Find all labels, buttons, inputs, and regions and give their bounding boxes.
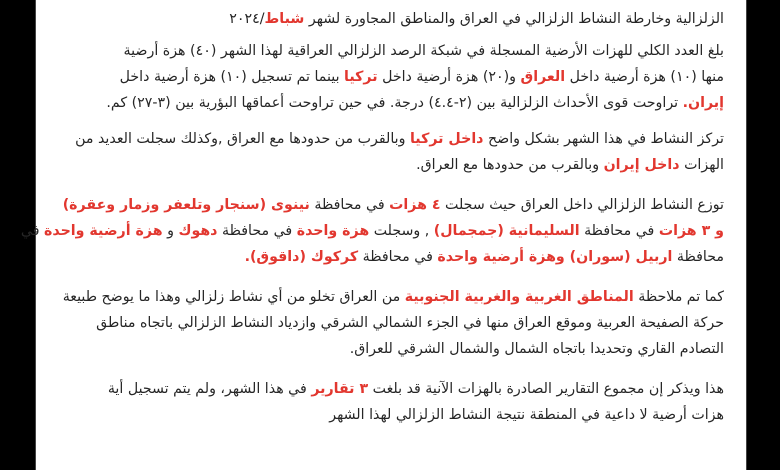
document-page — [20, 0, 746, 470]
highlight-iran: إيران. — [682, 95, 724, 111]
p3-line1: توزع النشاط الزلزالي داخل العراق حيث سجلت ٤ هزات في محافظة نينوى (سنجار وتلعفر وزمار وعقرة) — [62, 197, 724, 213]
highlight-duhok: دهوك — [178, 223, 218, 239]
p1-line2: منها (١٠) هزة أرضية داخل العراق و(٢٠) هزة أرضية داخل تركيا بينما تم تسجيل (١٠) هزة أرضية داخل — [119, 69, 724, 85]
p4-line3: التصادم القاري وتحديدا باتجاه الشمال والشمال الشرقي للعراق. — [349, 341, 724, 357]
document-title — [62, 6, 724, 32]
title-year: /۲۰۲٤ — [229, 11, 265, 27]
highlight-one-quake-2: هزة أرضية واحدة — [44, 223, 163, 239]
p4-line2: حركة الصفيحة العربية وموقع العراق منها في الجزء الشمالي الشرقي وازدياد النشاط الزلزالي باتجاه مناطق — [96, 315, 724, 331]
paragraph-iraq-distribution — [20, 192, 724, 270]
highlight-inside-iran: داخل إيران — [603, 157, 680, 173]
highlight-regions: المناطق الغربية والغربية الجنوبية — [404, 289, 634, 305]
paragraph-reports — [62, 376, 724, 428]
highlight-one-quake: هزة واحدة — [296, 223, 370, 239]
paragraph-plate-note — [62, 284, 724, 362]
magnitude-range: (٢-٤.٤) — [428, 95, 473, 111]
title-text: الزلزالية وخارطة النشاط الزلزالي في العراق والمناطق المجاورة لشهر — [308, 11, 724, 27]
p2-line1: تركز النشاط في هذا الشهر بشكل واضح داخل تركيا وبالقرب من حدودها مع العراق ,وكذلك سجلت العديد من — [75, 131, 724, 147]
p5-line1: هذا ويذكر إن مجموع التقارير الصادرة بالهزات الآنية قد بلغت ٣ تقارير في هذا الشهر، ولم يتم تسجيل أية — [107, 381, 724, 397]
title-month: شباط — [264, 11, 305, 27]
highlight-reports: ٣ تقارير — [311, 381, 369, 397]
depth-range: (٣-٢٧) — [131, 95, 171, 111]
p1-line1: بلغ العدد الكلي للهزات الأرضية المسجلة في شبكة الرصد الزلزالي العراقية لهذا الشهر (٤٠) هزة أرضية — [123, 43, 724, 59]
p3-line2: و ٣ هزات في محافظة السليمانية (جمجمال) , وسجلت هزة واحدة في محافظة دهوك و هزة أرضية واحدة في — [20, 223, 724, 239]
highlight-count-sulaymaniyah: و ٣ هزات — [658, 223, 724, 239]
highlight-count-nineveh: ٤ هزات — [389, 197, 441, 213]
paragraph-activity-focus — [62, 126, 724, 178]
highlight-kirkuk: كركوك (داقوق). — [244, 249, 359, 265]
highlight-turkey: تركيا — [344, 69, 378, 85]
highlight-sulaymaniyah: السليمانية (جمجمال) — [433, 223, 580, 239]
p3-line3: محافظة اربيل (سوران) وهزة أرضية واحدة في محافظة كركوك (داقوق). — [244, 249, 724, 265]
highlight-inside-turkey: داخل تركيا — [409, 131, 484, 147]
highlight-erbil: اربيل (سوران) وهزة أرضية واحدة — [437, 249, 673, 265]
paragraph-total-count — [62, 38, 724, 116]
highlight-iraq: العراق — [520, 69, 566, 85]
p5-line2: هزات أرضية لا داعية في المنطقة نتيجة النشاط الزلزالي لهذا الشهر — [329, 407, 724, 423]
highlight-nineveh: نينوى (سنجار وتلعفر وزمار وعقرة) — [62, 197, 310, 213]
p1-line3: إيران. تراوحت قوى الأحداث الزلزالية بين (٢-٤.٤) درجة. في حين تراوحت أعماقها البؤرية بين (٣-٢٧) كم. — [106, 95, 724, 111]
p2-line2: الهزات داخل إيران وبالقرب من حدودها مع العراق. — [416, 157, 724, 173]
p4-line1: كما تم ملاحظة المناطق الغربية والغربية الجنوبية من العراق تخلو من أي نشاط زلزالي وهذا ما يوضح طبيعة — [62, 289, 724, 305]
document-content — [20, 6, 724, 428]
